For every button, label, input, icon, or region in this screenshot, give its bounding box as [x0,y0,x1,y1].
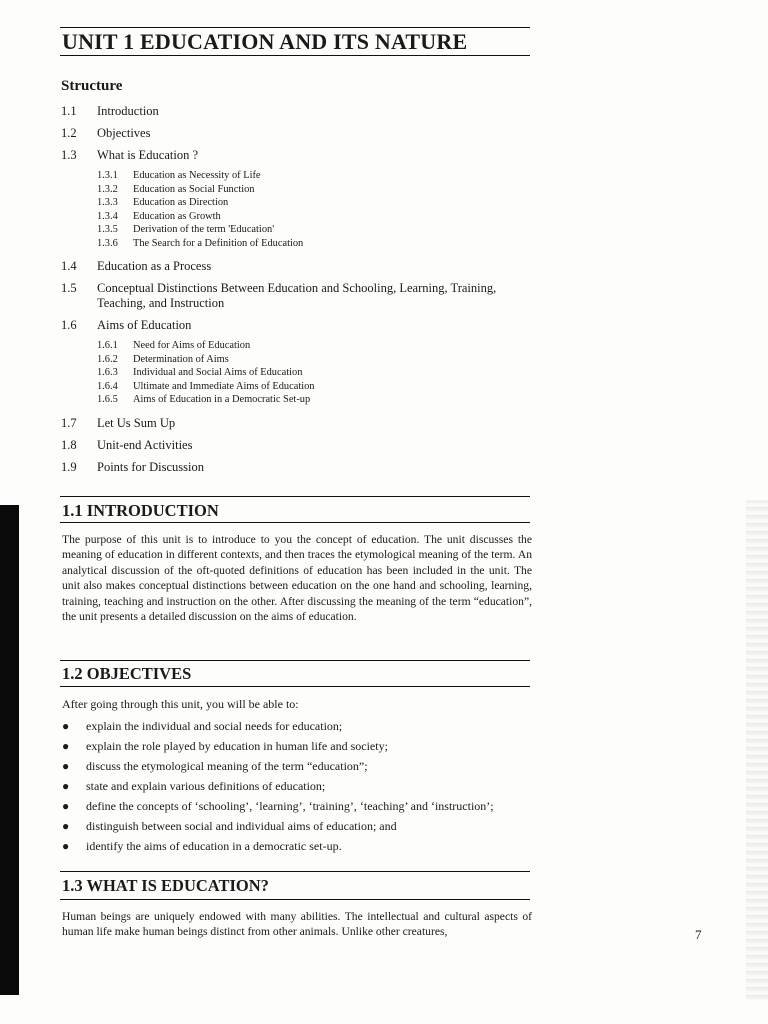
intro-top-rule [60,496,530,497]
structure-title: Structure [61,78,123,94]
objective-bullet: ● discuss the etymological meaning of the term “education”; [62,759,368,773]
objective-bullet: ● explain the individual and social needs for education; [62,719,343,733]
unit-title: UNIT 1 EDUCATION AND ITS NATURE [62,29,468,54]
objectives-intro: After going through this unit, you will be able to: [62,697,299,711]
toc-item-1-5: 1.5 Conceptual Distinctions Between Education and Schooling, Learning, Training, Teaching, and Instruction [61,281,497,310]
what-is-education-paragraph: Human beings are uniquely endowed with many abilities. The intellectual and cultural aspects of human life make human beings distinct from other animals. Unlike other creatures, [62,910,532,939]
objectives-bottom-rule [60,686,530,687]
objectives-heading: 1.2 OBJECTIVES [62,664,192,683]
objective-bullet: ● explain the role played by education in human life and society; [62,739,388,753]
toc-item-1-7: 1.7 Let Us Sum Up [61,416,176,430]
bullet-icon: ● [62,839,70,853]
what-is-top-rule [60,871,530,872]
objectives-top-rule [60,660,530,661]
bullet-icon: ● [62,739,70,753]
toc-subitem: 1.3.5 Derivation of the term 'Education' [97,224,275,235]
toc-item-1-2: 1.2 Objectives [61,126,151,140]
scan-binding-shadow [0,505,19,995]
introduction-heading: 1.1 INTRODUCTION [62,501,219,520]
title-bottom-rule [60,55,530,56]
toc-subitem: 1.3.6 The Search for a Definition of Education [97,238,304,249]
scan-edge-noise [746,500,768,1000]
toc-item-1-3: 1.3 What is Education ? [61,148,199,162]
introduction-paragraph: The purpose of this unit is to introduce to you the concept of education. The unit discusses the meaning of education in different contexts, and then traces the etymological meaning of the term. An analytical discussion of the oft-quoted definitions of education has been included in the unit. The unit also makes conceptual distinctions between education on the one hand and schooling, learning, training, teaching and instruction on the other. After discussing the meaning of the term “education”, the unit presents a detailed discussion on the aims of education. [62,533,532,624]
toc-subitem: 1.6.4 Ultimate and Immediate Aims of Education [97,381,315,392]
toc-subitem: 1.6.5 Aims of Education in a Democratic Set-up [97,394,311,405]
bullet-icon: ● [62,799,70,813]
toc-item-1-1: 1.1 Introduction [61,104,159,118]
objective-bullet: ● identify the aims of education in a democratic set-up. [62,839,342,853]
bullet-icon: ● [62,819,70,833]
toc-item-1-8: 1.8 Unit-end Activities [61,438,193,452]
toc-subitem: 1.6.1 Need for Aims of Education [97,340,251,351]
toc-subitem: 1.3.4 Education as Growth [97,211,221,222]
objective-bullet: ● state and explain various definitions of education; [62,779,326,793]
bullet-icon: ● [62,759,70,773]
toc-subitem: 1.6.3 Individual and Social Aims of Education [97,367,303,378]
page-number: 7 [695,927,702,942]
title-top-rule [60,27,530,28]
objective-bullet: ● distinguish between social and individual aims of education; and [62,819,397,833]
toc-item-1-9: 1.9 Points for Discussion [61,460,204,474]
what-is-bottom-rule [60,899,530,900]
what-is-education-heading: 1.3 WHAT IS EDUCATION? [62,876,269,895]
toc-subitem: 1.6.2 Determination of Aims [97,354,229,365]
toc-item-1-4: 1.4 Education as a Process [61,259,212,273]
intro-bottom-rule [60,522,530,523]
objective-bullet: ● define the concepts of ‘schooling’, ‘learning’, ‘training’, ‘teaching’ and ‘instruction’; [62,799,494,813]
toc-item-1-6: 1.6 Aims of Education [61,318,192,332]
toc-subitem: 1.3.1 Education as Necessity of Life [97,170,261,181]
bullet-icon: ● [62,719,70,733]
bullet-icon: ● [62,779,70,793]
toc-subitem: 1.3.2 Education as Social Function [97,184,255,195]
toc-subitem: 1.3.3 Education as Direction [97,197,229,208]
